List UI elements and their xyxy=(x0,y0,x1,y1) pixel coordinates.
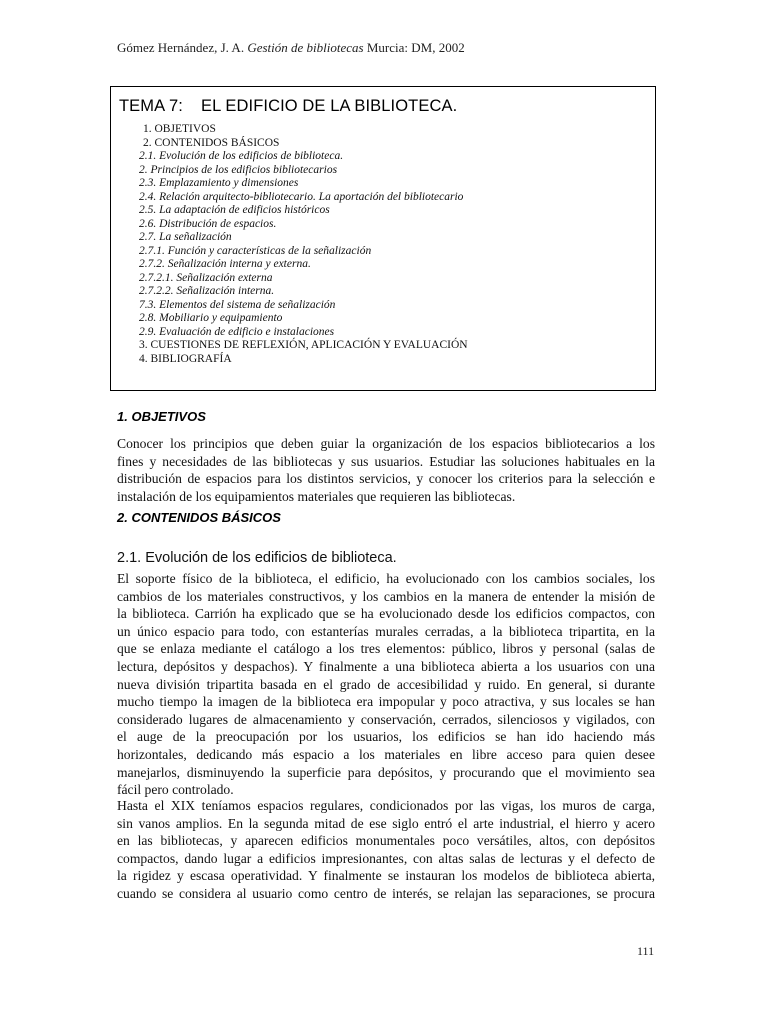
toc-item: 2.7. La señalización xyxy=(139,231,232,243)
page-number: 111 xyxy=(637,944,655,958)
paragraph-line: el auge de la preocupación por los usuarios, los edificios se han ido haciendo más xyxy=(117,729,655,745)
paragraph-line: manejarlos, disminuyendo la superficie para depósitos, y procurando que el movimiento sea xyxy=(117,764,655,780)
toc-item: 2.9. Evaluación de edificio e instalaciones xyxy=(139,325,335,338)
toc-item: 2.7.2.1. Señalización externa xyxy=(139,271,273,284)
toc-item: 4. BIBLIOGRAFÍA xyxy=(139,352,232,365)
paragraph-line: compactos, dando lugar a edificios impresionantes, con altas salas de lecturas y el defecto de xyxy=(117,850,655,866)
section-heading-objetivos: 1. OBJETIVOS xyxy=(117,409,206,424)
body-paragraph-2 xyxy=(117,797,655,903)
paragraph-line: fines y necesidades de las bibliotecas y sus usuarios. Estudiar las soluciones habituales en la xyxy=(117,453,655,469)
paragraph-line: distribución de espacios para los distintos servicios, y conocer los criterios para la selección e xyxy=(117,471,655,487)
toc-item: 2.7.2. Señalización interna y externa. xyxy=(139,258,311,270)
toc-item: 1. OBJETIVOS xyxy=(143,123,216,135)
chapter-title xyxy=(119,97,457,116)
objetivos-paragraph xyxy=(117,435,655,505)
paragraph-line: cuando se considera al usuario como centro de interés, se relajan las separaciones, se procura xyxy=(117,885,655,901)
paragraph-line: horizontales, dedicando más espacio a los materiales en libre acceso para quien desee xyxy=(117,746,655,762)
toc-item: 2.4. Relación arquitecto-bibliotecario. La aportación del bibliotecario xyxy=(139,190,464,203)
paragraph-line: cambios de los materiales constructivos, y los cambios en la manera de entender la misión de xyxy=(117,588,655,604)
header-publisher: Murcia: DM, 2002 xyxy=(366,40,465,55)
toc-item: 2.8. Mobiliario y equipamiento xyxy=(139,312,283,324)
body-paragraph-1 xyxy=(117,570,655,799)
paragraph-line: El soporte físico de la biblioteca, el edificio, ha evolucionado con los cambios sociales, los xyxy=(117,571,655,586)
paragraph-line: Conocer los principios que deben guiar la organización de los espacios bibliotecarios a los xyxy=(117,436,655,451)
toc-item: 2.3. Emplazamiento y dimensiones xyxy=(139,177,299,189)
paragraph-line: sin vanos amplios. En la segunda mitad de ese siglo entró el arte industrial, el hierro y acero xyxy=(117,815,655,831)
toc-item: 2. Principios de los edificios bibliotecarios xyxy=(139,163,338,176)
paragraph-line: mucho tiempo la imagen de la biblioteca era impopular y poco atractiva, y sus locales se han xyxy=(117,694,655,710)
chapter-number: TEMA 7: xyxy=(119,97,183,115)
subsection-heading: 2.1. Evolución de los edificios de biblioteca. xyxy=(117,550,397,566)
paragraph-line: un único espacio para todo, con estanterías murales cerradas, a la biblioteca tripartita, en la xyxy=(117,623,655,639)
paragraph-line: lectura, depósitos y despachos). Y finalmente a una biblioteca abierta a los usuarios con una xyxy=(117,658,655,674)
chapter-name: EL EDIFICIO DE LA BIBLIOTECA. xyxy=(200,97,458,115)
paragraph-line: Hasta el XIX teníamos espacios regulares, condicionados por las vigas, los muros de carga, xyxy=(117,798,655,813)
toc-item: 7.3. Elementos del sistema de señalización xyxy=(139,298,336,311)
table-of-contents-box xyxy=(110,86,656,391)
toc-item: 2. CONTENIDOS BÁSICOS xyxy=(143,136,280,149)
toc-item: 3. CUESTIONES DE REFLEXIÓN, APLICACIÓN Y EVALUACIÓN xyxy=(139,339,468,351)
paragraph-line: que se enlaza mediante el catálogo a los tres elementos: público, libros y personal (salas de xyxy=(117,641,655,657)
paragraph-line: en las bibliotecas, y aparecen edificios monumentales poco versátiles, altos, con depósitos xyxy=(117,833,655,849)
paragraph-line: nueva división tripartita basada en el grado de accesibilidad y ruido. En general, si durante xyxy=(117,676,655,692)
header-authors: Gómez Hernández, J. A. xyxy=(117,40,245,55)
toc-list xyxy=(139,123,649,366)
header-book-title: Gestión de bibliotecas xyxy=(247,40,364,55)
section-heading-contenidos: 2. CONTENIDOS BÁSICOS xyxy=(117,510,281,525)
paragraph-line: la biblioteca. Carrión ha explicado que se ha evolucionado desde los edificios compactos, con xyxy=(117,606,655,622)
paragraph-line: fácil pero controlado. xyxy=(117,782,234,798)
toc-item: 2.7.2.2. Señalización interna. xyxy=(139,285,275,297)
toc-item: 2.7.1. Función y características de la señalización xyxy=(139,244,372,257)
running-header xyxy=(117,40,465,56)
paragraph-line: considerado lugares de almacenamiento y conservación, cerrados, silenciosos y vigilados, con xyxy=(117,711,655,727)
paragraph-line: instalación de los equipamientos materiales que requieren las bibliotecas. xyxy=(117,488,516,504)
paragraph-line: la rigidez y escasa operatividad. Y finalmente se instauran los modelos de biblioteca abierta, xyxy=(117,868,655,884)
toc-item: 2.6. Distribución de espacios. xyxy=(139,217,277,230)
toc-item: 2.5. La adaptación de edificios históricos xyxy=(139,204,330,216)
toc-item: 2.1. Evolución de los edificios de biblioteca. xyxy=(139,150,344,162)
